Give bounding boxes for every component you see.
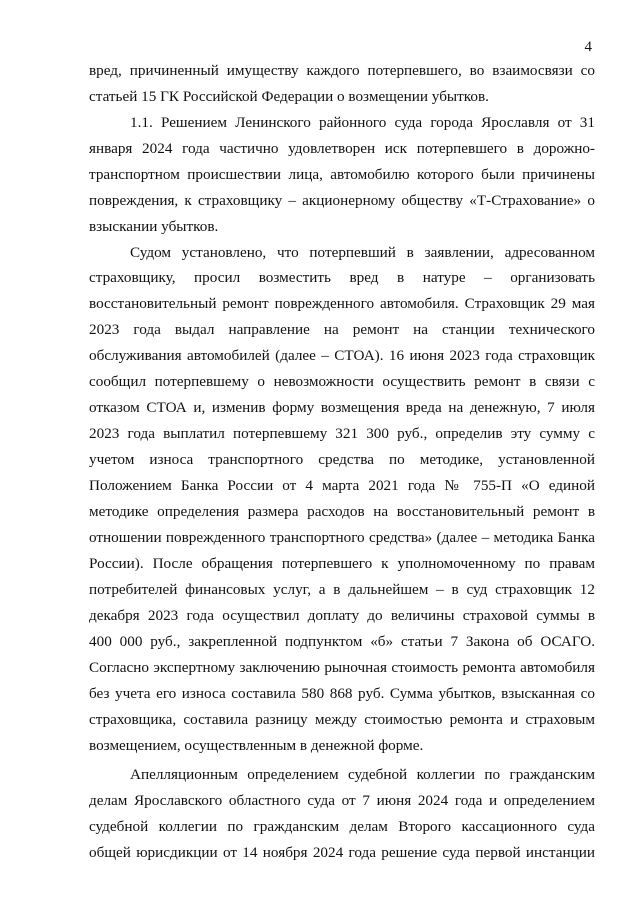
- text-line: Согласно экспертному заключению рыночная стоимость ремонта автомобиля: [89, 659, 595, 676]
- text-line: Положением Банка России от 4 марта 2021 года № 755-П «О единой: [89, 477, 595, 494]
- text-line: страховщика, составила разницу между стоимостью ремонта и страховым: [89, 711, 595, 728]
- text-line: судебной коллегии по гражданским делам Второго кассационного суда: [89, 818, 595, 835]
- text-line: учетом износа транспортного средства по методике, установленной: [89, 451, 595, 468]
- text-line: декабря 2023 года осуществил доплату до величины страховой суммы в: [89, 607, 595, 624]
- page-number: 4: [584, 39, 592, 55]
- text-line: потребителей финансовых услуг, а в дальнейшем – в суд страховщик 12: [89, 581, 595, 598]
- text-line: 2023 года выдал направление на ремонт на станции технического: [89, 321, 595, 338]
- paragraph-first-line: Апелляционным определением судебной коллегии по гражданским: [130, 766, 595, 783]
- text-line: взыскании убытков.: [89, 218, 219, 235]
- text-line: января 2024 года частично удовлетворен иск потерпевшего в дорожно-: [89, 140, 595, 157]
- text-line: отношении поврежденного транспортного средства» (далее – методика Банка: [89, 529, 595, 546]
- text-line: вред, причиненный имуществу каждого потерпевшего, во взаимосвязи со: [89, 62, 595, 79]
- text-line: повреждения, к страховщику – акционерному обществу «Т-Страхование» о: [89, 192, 595, 209]
- text-line: 2023 года выплатил потерпевшему 321 300 руб., определив эту сумму с: [89, 425, 595, 442]
- text-line: без учета его износа составила 580 868 руб. Сумма убытков, взысканная со: [89, 685, 595, 702]
- text-line: сообщил потерпевшему о невозможности осуществить ремонт в связи с: [89, 373, 595, 390]
- text-line: общей юрисдикции от 14 ноября 2024 года решение суда первой инстанции: [89, 844, 595, 861]
- text-line: статьей 15 ГК Российской Федерации о возмещении убытков.: [89, 88, 489, 105]
- text-line: обслуживания автомобилей (далее – СТОА). 16 июня 2023 года страховщик: [89, 347, 595, 364]
- text-line: страховщику, просил возместить вред в натуре – организовать: [89, 269, 595, 286]
- text-line: транспортном происшествии лица, автомобилю которого были причинены: [89, 166, 595, 183]
- text-line: отказом СТОА и, изменив форму возмещения вреда на денежную, 7 июля: [89, 399, 595, 416]
- text-line: методике определения размера расходов на восстановительный ремонт в: [89, 503, 595, 520]
- text-line: делам Ярославского областного суда от 7 июня 2024 года и определением: [89, 792, 595, 809]
- text-line: возмещением, осуществленным в денежной форме.: [89, 737, 424, 754]
- paragraph-first-line: Судом установлено, что потерпевший в заявлении, адресованном: [130, 244, 595, 261]
- text-line: 400 000 руб., закрепленной подпунктом «б» статьи 7 Закона об ОСАГО.: [89, 633, 595, 650]
- paragraph-first-line: 1.1. Решением Ленинского районного суда города Ярославля от 31: [130, 114, 595, 131]
- text-line: восстановительный ремонт поврежденного автомобиля. Страховщик 29 мая: [89, 295, 595, 312]
- text-line: России). После обращения потерпевшего к уполномоченному по правам: [89, 555, 595, 572]
